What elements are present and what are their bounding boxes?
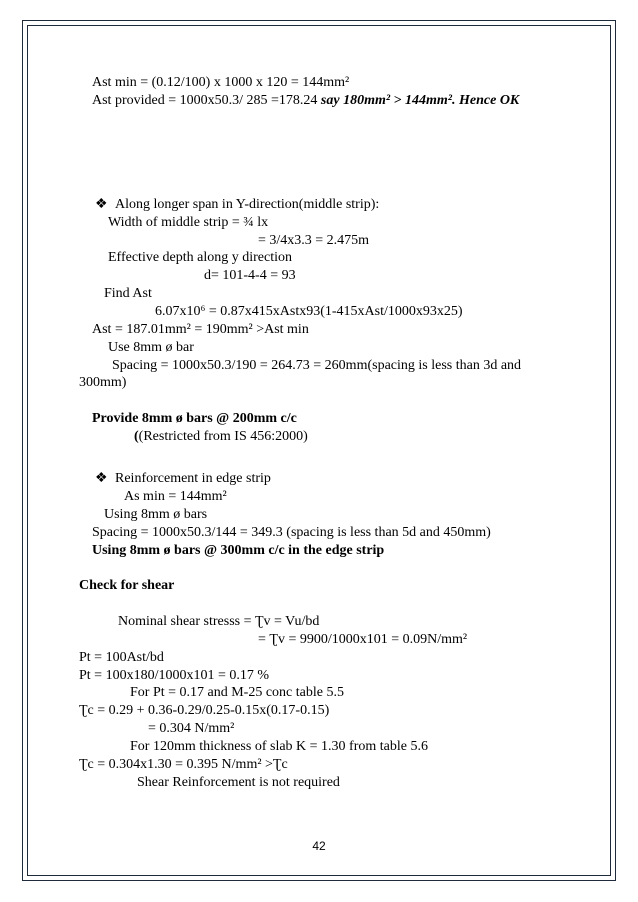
spacing-line-cont: 300mm)	[79, 375, 127, 390]
page-number: 42	[312, 839, 326, 853]
ast-result-line: Ast = 187.01mm² = 190mm² >Ast min	[92, 322, 309, 337]
restricted-text: (Restricted from IS 456:2000)	[138, 429, 308, 444]
restricted-line: ((Restricted from IS 456:2000)	[134, 429, 308, 444]
ast-provided-line	[92, 92, 519, 109]
shear-required-line: Shear Reinforcement is not required	[137, 775, 340, 790]
provide-bars-line: Provide 8mm ø bars @ 200mm c/c	[92, 411, 297, 426]
tc-final-line: Ʈc = 0.304x1.30 = 0.395 N/mm² >Ʈc	[79, 757, 288, 772]
longer-span-heading	[95, 196, 379, 213]
diamond-bullet-icon: ❖	[95, 197, 108, 212]
spacing-edge-line: Spacing = 1000x50.3/144 = 349.3 (spacing is less than 5d and 450mm)	[92, 525, 491, 540]
for-pt-line: For Pt = 0.17 and M-25 conc table 5.5	[130, 685, 344, 700]
width-middle-line: Width of middle strip = ¾ lx	[108, 215, 269, 230]
diamond-bullet-icon: ❖	[95, 471, 108, 486]
edge-strip-heading	[95, 470, 271, 487]
using-300-line: Using 8mm ø bars @ 300mm c/c in the edge strip	[92, 543, 385, 558]
ast-provided-text: Ast provided = 1000x50.3/ 285 =178.24	[92, 93, 321, 108]
d-value-line: d= 101-4-4 = 93	[204, 268, 296, 283]
pt-value-line: Pt = 100x180/1000x101 = 0.17 %	[79, 668, 270, 683]
ast-provided-verdict: say 180mm² > 144mm². Hence OK	[320, 93, 520, 108]
effective-depth-line: Effective depth along y direction	[108, 250, 293, 265]
find-ast-line: Find Ast	[104, 286, 152, 301]
as-min-line: As min = 144mm²	[124, 489, 227, 504]
ast-min-line: Ast min = (0.12/100) x 1000 x 120 = 144mm²	[92, 75, 350, 90]
tc-value-line: = 0.304 N/mm²	[148, 721, 235, 736]
longer-span-text: Along longer span in Y-direction(middle strip):	[115, 197, 380, 212]
check-shear-heading: Check for shear	[79, 578, 175, 593]
edge-strip-text: Reinforcement in edge strip	[115, 471, 271, 486]
tc-interp-line: Ʈc = 0.29 + 0.36-0.29/0.25-0.15x(0.17-0.15)	[79, 703, 330, 718]
moment-equation-line: 6.07x10⁶ = 0.87x415xAstx93(1-415xAst/1000x93x25)	[155, 304, 463, 319]
tv-value-line: = Ʈv = 9900/1000x101 = 0.09N/mm²	[258, 632, 468, 647]
spacing-line: Spacing = 1000x50.3/190 = 264.73 = 260mm(spacing is less than 3d and	[112, 358, 522, 373]
nominal-shear-line: Nominal shear stresss = Ʈv = Vu/bd	[118, 614, 320, 629]
width-value-line: = 3/4x3.3 = 2.475m	[258, 233, 370, 248]
use-bar-line: Use 8mm ø bar	[108, 340, 194, 355]
pt-formula-line: Pt = 100Ast/bd	[79, 650, 164, 665]
using-8mm-line: Using 8mm ø bars	[104, 507, 208, 522]
for-120-line: For 120mm thickness of slab K = 1.30 from table 5.6	[130, 739, 428, 754]
